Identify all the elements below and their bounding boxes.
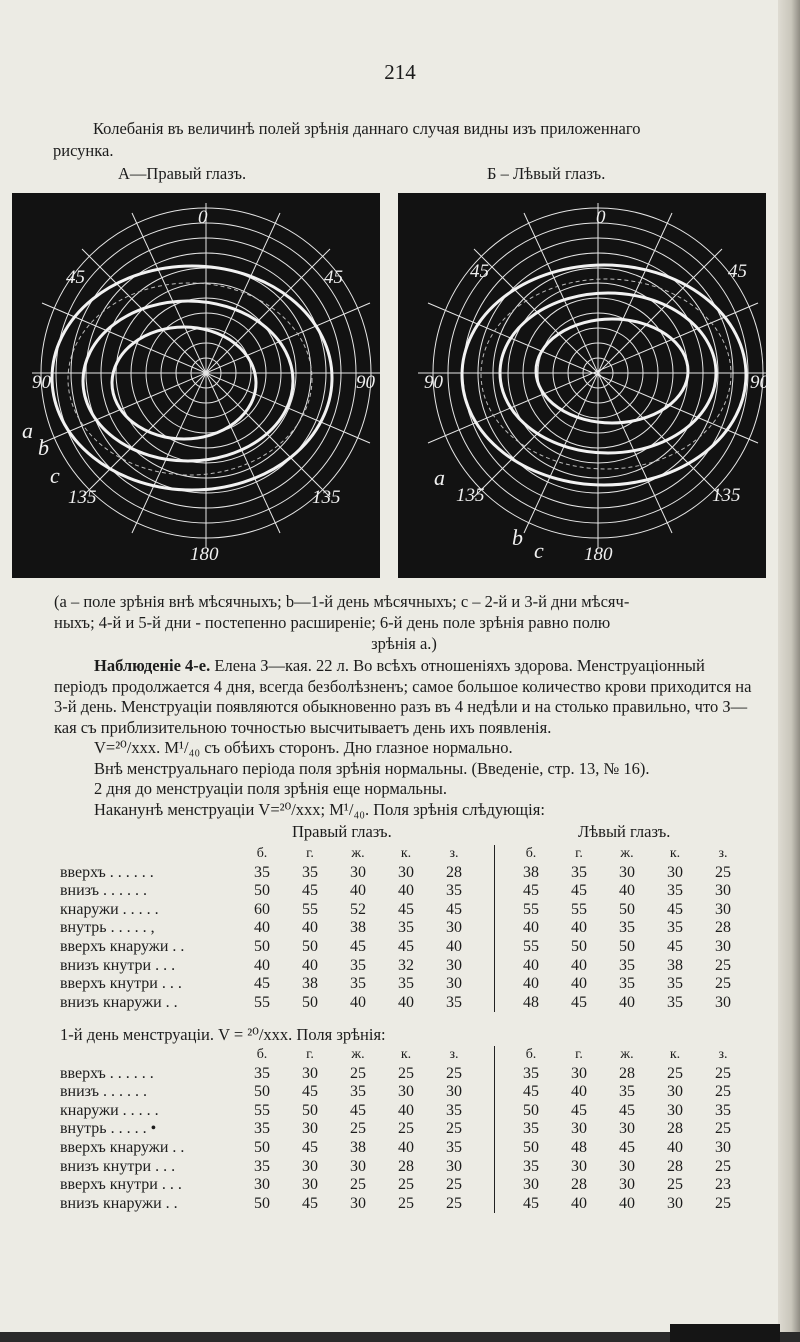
- row-label: вверхъ кнутри . . .: [60, 975, 182, 993]
- left-eye-value: 25: [715, 956, 731, 974]
- column-header: ж.: [620, 846, 634, 861]
- right-eye-value: 50: [254, 882, 270, 900]
- observation-heading: Наблюденіе 4-е.: [94, 656, 211, 675]
- right-eye-value: 45: [350, 1101, 366, 1119]
- left-eye-value: 25: [667, 1064, 683, 1082]
- right-eye-value: 40: [302, 956, 318, 974]
- left-eye-value: 25: [715, 1083, 731, 1101]
- right-eye-value: 35: [254, 1064, 270, 1082]
- left-eye-value: 45: [523, 882, 539, 900]
- deg-90-left-label: 90: [424, 372, 443, 393]
- right-eye-value: 45: [398, 937, 414, 955]
- left-eye-value: 30: [571, 1064, 587, 1082]
- right-eye-value: 40: [398, 1138, 414, 1156]
- row-label: внутрь . . . . . ,: [60, 919, 155, 937]
- left-eye-value: 45: [619, 1138, 635, 1156]
- right-eye-value: 40: [302, 919, 318, 937]
- right-eye-value: 32: [398, 956, 414, 974]
- left-eye-value: 55: [571, 900, 587, 918]
- bottom-edge: [0, 1332, 800, 1342]
- right-eye-value: 52: [350, 900, 366, 918]
- table-row: [60, 1065, 747, 1084]
- left-eye-value: 45: [619, 1101, 635, 1119]
- observation-p5: Наканунѣ менструаціи V=²⁰/xxx; M¹/₄₀. Поля зрѣнія слѣдующія:: [94, 799, 545, 819]
- right-eye-value: 50: [302, 1101, 318, 1119]
- table-row: [60, 1083, 747, 1102]
- left-eye-value: 28: [667, 1120, 683, 1138]
- deg-180-label: 180: [190, 544, 219, 565]
- left-eye-value: 30: [667, 1194, 683, 1212]
- left-eye-value: 45: [667, 900, 683, 918]
- row-label: внутрь . . . . . •: [60, 1120, 157, 1138]
- right-eye-value: 55: [254, 1101, 270, 1119]
- left-eye-value: 40: [571, 919, 587, 937]
- column-header: б.: [256, 1047, 268, 1062]
- left-eye-value: 25: [715, 1157, 731, 1175]
- caption-line-2: ныхъ; 4-й и 5-й дни - постепенно расширеніе; 6-й день поле зрѣнія равно полю: [54, 613, 611, 632]
- left-eye-value: 50: [523, 1138, 539, 1156]
- left-eye-value: 50: [619, 937, 635, 955]
- row-label: кнаружи . . . . .: [60, 1101, 159, 1119]
- row-label: внизъ кнутри . . .: [60, 956, 176, 974]
- right-eye-value: 25: [446, 1194, 462, 1212]
- right-eye-value: 55: [254, 993, 270, 1011]
- right-eye-value: 60: [254, 900, 270, 918]
- right-eye-value: 30: [398, 1083, 414, 1101]
- right-eye-value: 35: [446, 1138, 462, 1156]
- left-eye-value: 40: [523, 975, 539, 993]
- left-eye-value: 35: [523, 1064, 539, 1082]
- left-eye-value: 28: [715, 919, 731, 937]
- right-eye-value: 38: [350, 1138, 366, 1156]
- right-eye-value: 30: [254, 1176, 270, 1194]
- column-header: б.: [256, 846, 268, 861]
- table-row: [60, 957, 747, 976]
- right-eye-value: 30: [350, 1194, 366, 1212]
- deg-45-right-label: 45: [324, 267, 343, 288]
- left-eye-value: 30: [571, 1120, 587, 1138]
- left-eye-value: 35: [619, 975, 635, 993]
- left-eye-value: 45: [571, 993, 587, 1011]
- table-header-row: [60, 1046, 747, 1065]
- left-eye-value: 40: [667, 1138, 683, 1156]
- left-eye-value: 25: [667, 1176, 683, 1194]
- left-eye-value: 28: [571, 1176, 587, 1194]
- left-eye-value: 23: [715, 1176, 731, 1194]
- left-eye-value: 30: [571, 1157, 587, 1175]
- deg-135-left-label: 135: [68, 487, 97, 508]
- left-eye-table-header: Лѣвый глазъ.: [578, 822, 671, 841]
- left-eye-value: 25: [715, 1120, 731, 1138]
- curve-a-label: a: [22, 418, 33, 443]
- table-row: [60, 901, 747, 920]
- left-eye-value: 30: [715, 993, 731, 1011]
- deg-45-left-label: 45: [470, 261, 489, 282]
- right-eye-value: 35: [254, 1120, 270, 1138]
- left-eye-value: 40: [619, 993, 635, 1011]
- column-header: к.: [669, 1047, 681, 1062]
- right-eye-value: 35: [302, 863, 318, 881]
- left-eye-value: 30: [715, 937, 731, 955]
- row-label: внизъ . . . . . .: [60, 1083, 147, 1101]
- right-eye-value: 35: [398, 919, 414, 937]
- curve-a-label: a: [434, 465, 445, 490]
- observation-p2: V=²⁰/xxx. M¹/₄₀ съ обѣихъ сторонъ. Дно глазное нормально.: [94, 738, 513, 757]
- left-eye-value: 30: [619, 1176, 635, 1194]
- right-eye-value: 45: [302, 1083, 318, 1101]
- deg-0-label: 0: [596, 207, 606, 228]
- left-eye-value: 55: [523, 900, 539, 918]
- left-eye-value: 50: [571, 937, 587, 955]
- table-row: [60, 994, 747, 1013]
- right-eye-value: 38: [350, 919, 366, 937]
- right-eye-value: 28: [398, 1157, 414, 1175]
- right-eye-value: 25: [398, 1120, 414, 1138]
- intro-line-1: Колебанія въ величинѣ полей зрѣнія даннаго случая видны изъ приложеннаго: [93, 119, 641, 138]
- column-header: г.: [575, 846, 583, 861]
- right-eye-value: 50: [254, 1083, 270, 1101]
- left-eye-value: 45: [523, 1083, 539, 1101]
- right-eye-value: 30: [446, 919, 462, 937]
- right-eye-value: 30: [446, 1157, 462, 1175]
- right-eye-value: 35: [350, 1083, 366, 1101]
- left-eye-value: 45: [667, 937, 683, 955]
- intro-text: [53, 118, 753, 162]
- right-eye-value: 30: [398, 863, 414, 881]
- column-header: ж.: [351, 846, 365, 861]
- right-eye-value: 35: [446, 1101, 462, 1119]
- table-row: [60, 938, 747, 957]
- caption-line-3: зрѣнія a.): [371, 634, 437, 653]
- table-day1-menstruation: [60, 1046, 747, 1213]
- left-eye-value: 35: [667, 975, 683, 993]
- column-header: г.: [306, 846, 314, 861]
- right-eye-value: 55: [302, 900, 318, 918]
- table-row: [60, 1176, 747, 1195]
- right-eye-value: 45: [398, 900, 414, 918]
- deg-45-right-label: 45: [728, 261, 747, 282]
- deg-0-label: 0: [198, 207, 208, 228]
- column-header: ж.: [620, 1047, 634, 1062]
- right-eye-value: 45: [302, 1138, 318, 1156]
- row-label: внизъ кнутри . . .: [60, 1157, 176, 1175]
- intro-line-2: рисунка.: [53, 141, 114, 160]
- column-header: г.: [575, 1047, 583, 1062]
- column-header: ж.: [351, 1047, 365, 1062]
- right-eye-value: 28: [446, 863, 462, 881]
- right-eye-value: 35: [254, 1157, 270, 1175]
- right-eye-value: 40: [398, 993, 414, 1011]
- observation-p1: Елена З—кая. 22 л. Во всѣхъ отношеніяхъ здорова. Менструаціонный періодъ продолжается 4 дня, всегда безболѣзненъ; самое большое количество крови приходится на 3-й день. Менструаціи появляются обыкновенно разъ въ 4 недѣли и на столько правильно, что З—кая съ приблизительною точностью высчитываетъ день ихъ появленія.: [54, 656, 752, 737]
- right-eye-value: 40: [398, 1101, 414, 1119]
- column-header: г.: [306, 1047, 314, 1062]
- left-eye-value: 35: [667, 919, 683, 937]
- left-eye-value: 30: [715, 882, 731, 900]
- right-eye-value: 25: [350, 1176, 366, 1194]
- right-eye-value: 25: [350, 1120, 366, 1138]
- right-eye-value: 40: [398, 882, 414, 900]
- left-eye-value: 40: [571, 956, 587, 974]
- table-row: [60, 919, 747, 938]
- right-eye-value: 35: [398, 975, 414, 993]
- right-eye-value: 25: [446, 1176, 462, 1194]
- left-eye-value: 40: [523, 956, 539, 974]
- table-row: [60, 864, 747, 883]
- right-eye-value: 25: [446, 1064, 462, 1082]
- left-eye-value: 35: [619, 1083, 635, 1101]
- row-label: кнаружи . . . . .: [60, 900, 159, 918]
- right-eye-value: 30: [350, 863, 366, 881]
- left-eye-value: 30: [715, 900, 731, 918]
- right-eye-value: 40: [350, 993, 366, 1011]
- left-eye-value: 35: [619, 956, 635, 974]
- right-eye-value: 35: [446, 882, 462, 900]
- table-row: [60, 882, 747, 901]
- deg-90-right-label: 90: [356, 372, 375, 393]
- table-row: [60, 975, 747, 994]
- right-eye-value: 40: [350, 882, 366, 900]
- right-eye-value: 35: [446, 993, 462, 1011]
- right-eye-value: 50: [254, 937, 270, 955]
- table-row: [60, 1139, 747, 1158]
- right-eye-value: 35: [254, 863, 270, 881]
- right-eye-table-header: Правый глазъ.: [292, 822, 392, 841]
- right-eye-value: 40: [254, 956, 270, 974]
- right-eye-value: 25: [350, 1064, 366, 1082]
- right-eye-value: 45: [254, 975, 270, 993]
- right-eye-value: 45: [350, 937, 366, 955]
- deg-45-left-label: 45: [66, 267, 85, 288]
- left-eye-value: 35: [715, 1101, 731, 1119]
- table-before-menstruation: [60, 845, 747, 1012]
- left-eye-value: 30: [619, 863, 635, 881]
- left-eye-value: 40: [619, 882, 635, 900]
- right-eye-value: 25: [398, 1064, 414, 1082]
- right-eye-value: 45: [302, 1194, 318, 1212]
- left-eye-value: 40: [619, 1194, 635, 1212]
- left-eye-value: 35: [667, 882, 683, 900]
- right-eye-value: 30: [302, 1157, 318, 1175]
- left-eye-value: 35: [523, 1157, 539, 1175]
- left-eye-value: 30: [523, 1176, 539, 1194]
- figure-right-eye: [12, 193, 380, 578]
- left-eye-value: 55: [523, 937, 539, 955]
- curve-c-label: c: [534, 538, 544, 563]
- row-label: внизъ кнаружи . .: [60, 1194, 178, 1212]
- left-eye-value: 40: [571, 1194, 587, 1212]
- deg-135-right-label: 135: [712, 485, 741, 506]
- right-eye-value: 50: [254, 1194, 270, 1212]
- left-eye-label: Б – Лѣвый глазъ.: [487, 164, 606, 183]
- left-eye-value: 25: [715, 1064, 731, 1082]
- right-eye-value: 30: [446, 956, 462, 974]
- left-eye-value: 40: [571, 975, 587, 993]
- deg-135-right-label: 135: [312, 487, 341, 508]
- curve-b-label: b: [512, 525, 523, 550]
- left-eye-value: 30: [667, 863, 683, 881]
- left-eye-value: 30: [619, 1157, 635, 1175]
- right-eye-value: 50: [254, 1138, 270, 1156]
- table-row: [60, 1120, 747, 1139]
- right-eye-value: 30: [302, 1176, 318, 1194]
- row-label: вверхъ кнутри . . .: [60, 1176, 182, 1194]
- left-eye-value: 25: [715, 975, 731, 993]
- observation-text: [54, 656, 754, 820]
- column-header: к.: [669, 846, 681, 861]
- row-label: вверхъ . . . . . .: [60, 863, 154, 881]
- left-eye-value: 38: [667, 956, 683, 974]
- left-eye-value: 35: [619, 919, 635, 937]
- right-eye-value: 30: [446, 975, 462, 993]
- row-label: вверхъ кнаружи . .: [60, 1138, 185, 1156]
- left-eye-value: 35: [571, 863, 587, 881]
- caption-line-1: (a – поле зрѣнія внѣ мѣсячныхъ; b—1-й день мѣсячныхъ; c – 2-й и 3-й дни мѣсяч-: [54, 592, 630, 611]
- deg-90-left-label: 90: [32, 372, 51, 393]
- column-header: б.: [525, 846, 537, 861]
- right-eye-value: 30: [446, 1083, 462, 1101]
- row-label: внизъ кнаружи . .: [60, 993, 178, 1011]
- left-eye-value: 30: [715, 1138, 731, 1156]
- figure-caption: [54, 591, 754, 654]
- right-eye-value: 50: [302, 937, 318, 955]
- curve-b-label: b: [38, 435, 49, 460]
- column-header: з.: [449, 846, 459, 861]
- left-eye-value: 30: [619, 1120, 635, 1138]
- deg-90-right-label: 90: [750, 372, 769, 393]
- row-label: вверхъ . . . . . .: [60, 1064, 154, 1082]
- column-header: б.: [525, 1047, 537, 1062]
- left-eye-value: 48: [523, 993, 539, 1011]
- left-eye-value: 50: [619, 900, 635, 918]
- column-header: з.: [718, 846, 728, 861]
- observation-p3: Внѣ менструальнаго періода поля зрѣнія нормальны. (Введеніе, стр. 13, № 16).: [94, 758, 650, 778]
- left-eye-value: 48: [571, 1138, 587, 1156]
- right-eye-value: 40: [254, 919, 270, 937]
- column-header: к.: [400, 1047, 412, 1062]
- deg-135-left-label: 135: [456, 485, 485, 506]
- table-row: [60, 1102, 747, 1121]
- right-eye-value: 25: [446, 1120, 462, 1138]
- left-eye-value: 30: [667, 1101, 683, 1119]
- left-eye-value: 35: [667, 993, 683, 1011]
- right-eye-value: 35: [350, 975, 366, 993]
- table-row: [60, 1195, 747, 1214]
- figure-left-eye: [398, 193, 769, 578]
- left-eye-value: 40: [523, 919, 539, 937]
- left-eye-value: 40: [571, 1083, 587, 1101]
- right-eye-value: 45: [446, 900, 462, 918]
- left-eye-value: 38: [523, 863, 539, 881]
- right-eye-label: А—Правый глазъ.: [118, 164, 247, 183]
- right-eye-value: 45: [302, 882, 318, 900]
- right-eye-value: 40: [446, 937, 462, 955]
- left-eye-value: 28: [667, 1157, 683, 1175]
- right-eye-value: 30: [302, 1120, 318, 1138]
- day1-title: 1-й день менструаціи. V = ²⁰/xxx. Поля зрѣнія:: [60, 1025, 386, 1044]
- left-eye-value: 28: [619, 1064, 635, 1082]
- deg-180-label: 180: [584, 544, 613, 565]
- left-eye-value: 35: [523, 1120, 539, 1138]
- right-eye-value: 30: [302, 1064, 318, 1082]
- right-eye-value: 50: [302, 993, 318, 1011]
- right-eye-value: 25: [398, 1176, 414, 1194]
- curve-c-label: c: [50, 463, 60, 488]
- left-eye-value: 30: [667, 1083, 683, 1101]
- left-eye-value: 25: [715, 1194, 731, 1212]
- column-header: з.: [718, 1047, 728, 1062]
- page-number: 214: [384, 60, 416, 84]
- page-edge: [778, 0, 800, 1342]
- left-eye-value: 45: [571, 882, 587, 900]
- left-eye-value: 50: [523, 1101, 539, 1119]
- right-eye-value: 25: [398, 1194, 414, 1212]
- column-header: з.: [449, 1047, 459, 1062]
- right-eye-value: 30: [350, 1157, 366, 1175]
- observation-p4: 2 дня до менструаціи поля зрѣнія еще нормальны.: [94, 779, 447, 798]
- left-eye-value: 45: [523, 1194, 539, 1212]
- left-eye-value: 25: [715, 863, 731, 881]
- left-eye-value: 45: [571, 1101, 587, 1119]
- right-eye-value: 35: [350, 956, 366, 974]
- table-row: [60, 1158, 747, 1177]
- column-header: к.: [400, 846, 412, 861]
- row-label: вверхъ кнаружи . .: [60, 937, 185, 955]
- table-header-row: [60, 845, 747, 864]
- row-label: внизъ . . . . . .: [60, 882, 147, 900]
- right-eye-value: 38: [302, 975, 318, 993]
